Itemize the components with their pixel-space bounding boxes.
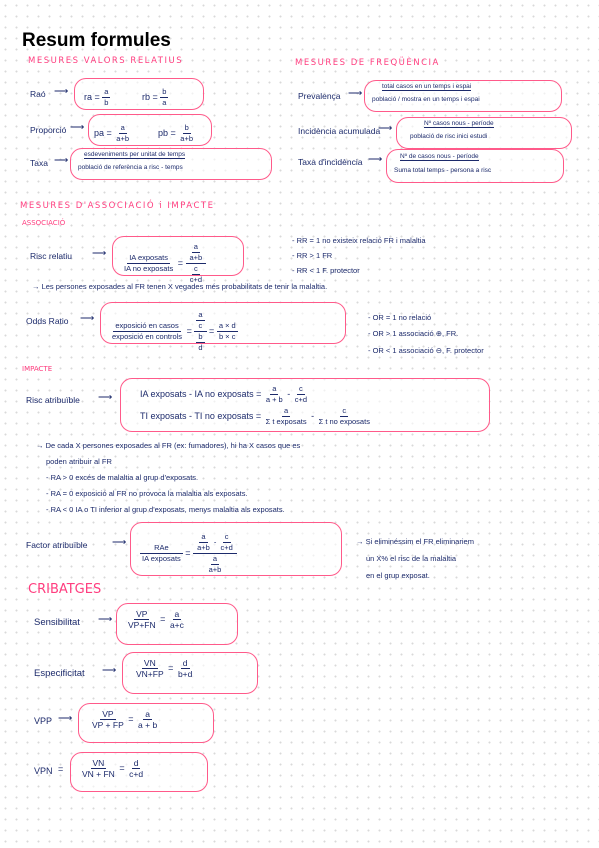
incidence-rate-numerator: Nº de casos nous - període — [400, 153, 479, 160]
section-frequency: MESURES DE FREQÜÈNCIA — [295, 58, 440, 68]
sensitivity-label: Sensibilitat — [34, 617, 80, 628]
npv-equals: = — [58, 764, 64, 774]
relative-risk-formula: $\frac{\text{IA exposats}}{\text{IA no exposats}}$ = $\frac{\frac{a}{a+b}}{\frac{c}{c+d}}$ — [122, 242, 206, 285]
prevalence-denominator: població / mostra en un temps i espai — [372, 96, 480, 103]
cumulative-incidence-numerator: Nº casos nous - període — [424, 120, 494, 127]
arrow-icon: ⟶ — [112, 537, 127, 548]
arrow-icon: ⟶ — [54, 155, 69, 166]
or-note-2: - OR > 1 associació ⊕, FR. — [368, 329, 459, 338]
section-relative-values: MESURES VALORS RELATIUS — [28, 56, 184, 66]
attributable-fraction-label: Factor atribuïble — [26, 540, 88, 550]
section-impact: IMPACTE — [22, 365, 53, 373]
section-association: ASSOCIACIÓ — [22, 219, 66, 227]
ar-note-1: → De cada X persones exposades al FR (ex: fumadores), hi ha X casos que es — [36, 441, 301, 450]
arrow-icon: ⟶ — [58, 713, 73, 724]
section-association-impact: MESURES D'ASSOCIACIÓ i IMPACTE — [20, 201, 215, 211]
incidence-rate-denominator: Suma total temps - persona a risc — [394, 167, 492, 174]
specificity-label: Especificitat — [34, 668, 85, 679]
arrow-icon: ⟶ — [98, 614, 113, 625]
fa-note-3: en el grup exposat. — [366, 571, 430, 580]
relative-risk-label: Risc relatiu — [30, 251, 73, 261]
prevalence-numerator: total casos en un temps i espai — [382, 83, 472, 90]
attributable-fraction-formula: $\frac{\text{RAe}}{\text{IA exposats}}$ = $\frac{a}{a+b}$ - $\frac{c}{c+d}$ $\frac{a}{a+b}$ — [140, 532, 237, 575]
ar-line-ia: IA exposats - IA no exposats = $\frac{a}{a + b}$ - $\frac{c}{c+d}$ — [140, 384, 308, 404]
cumulative-incidence-label: Incidència acumulada — [298, 126, 381, 136]
rr-note-3: - RR < 1 F. protector — [292, 266, 360, 275]
rate-label: Taxa — [30, 158, 48, 168]
ppv-formula: $\frac{VP}{VP + FP}$ = $\frac{a}{a + b}$ — [92, 709, 158, 730]
rr-note-2: - RR > 1 FR — [292, 251, 333, 260]
ar-note-2: poden atribuir al FR — [46, 457, 112, 466]
sensitivity-formula: $\frac{VP}{VP+FN}$ = $\frac{a}{a+c}$ — [128, 609, 184, 630]
rao-ra: ra = $\frac{a}{b}$ — [84, 87, 109, 107]
odds-ratio-formula: $\frac{\text{exposició en casos}}{\text{exposició en controls}}$ = $\frac{\frac{a}{c}}{\frac{b}{d}}$ = $\frac{a \times d}{b \times c}$ — [112, 310, 236, 352]
ar-note-5: - RA < 0 IA o TI inferior al grup d'exposats, menys malaltia als exposats. — [46, 505, 285, 514]
prevalence-label: Prevalença — [298, 91, 341, 101]
ppv-label: VPP — [34, 716, 53, 726]
rao-label: Raó — [30, 89, 46, 99]
odds-ratio-label: Odds Ratio — [26, 316, 69, 326]
npv-label: VPN — [34, 766, 53, 776]
ar-note-4: - RA = 0 exposició al FR no provoca la malaltia als exposats. — [46, 489, 248, 498]
rate-denominator: població de referència a risc - temps — [78, 164, 183, 171]
npv-formula: $\frac{VN}{VN + FN}$ = $\frac{d}{c+d}$ — [82, 758, 144, 779]
rate-numerator: esdeveniments per unitat de temps — [84, 151, 186, 158]
page-title: Resum formules — [22, 30, 171, 51]
proportion-pa: pa = $\frac{a}{a+b}$ — [94, 123, 130, 143]
rr-note-1: - RR = 1 no existeix relació FR i malaltia — [292, 236, 426, 245]
rao-rb: rb = $\frac{b}{a}$ — [142, 87, 167, 107]
arrow-icon: ⟶ — [368, 154, 383, 165]
fa-note-1: → Si eliminéssim el FR eliminariem — [356, 537, 474, 546]
arrow-icon: ⟶ — [54, 86, 69, 97]
attributable-risk-label: Risc atribuïble — [26, 395, 80, 405]
incidence-rate-label: Taxa d'incidència — [298, 157, 363, 167]
fa-note-2: un X% el risc de la malaltia — [366, 554, 457, 563]
arrow-icon: ⟶ — [102, 665, 117, 676]
ar-line-ti: TI exposats - TI no exposats = $\frac{a}{\text{Σ t exposats}}$ - $\frac{c}{\text{Σ t no exposats}}$ — [140, 406, 370, 426]
arrow-icon: ⟶ — [378, 123, 393, 134]
proportion-pb: pb = $\frac{b}{a+b}$ — [158, 123, 194, 143]
arrow-icon: ⟶ — [70, 122, 85, 133]
arrow-icon: ⟶ — [80, 313, 95, 324]
arrow-icon: ⟶ — [92, 248, 107, 259]
or-note-1: - OR = 1 no relació — [368, 313, 432, 322]
arrow-icon: ⟶ — [98, 392, 113, 403]
specificity-formula: $\frac{VN}{VN+FP}$ = $\frac{d}{b+d}$ — [136, 658, 193, 679]
section-screening: CRIBATGES — [28, 582, 102, 597]
rr-sentence: → Les persones exposades al FR tenen X vegades més probabilitats de tenir la malaltia. — [32, 282, 328, 291]
proportion-label: Proporció — [30, 125, 67, 135]
or-note-3: - OR < 1 associació ⊖, F. protector — [368, 346, 484, 355]
arrow-icon: ⟶ — [348, 88, 363, 99]
ar-note-3: - RA > 0 excés de malaltia al grup d'exposats. — [46, 473, 199, 482]
cumulative-incidence-denominator: població de risc inici estudi — [410, 133, 488, 140]
